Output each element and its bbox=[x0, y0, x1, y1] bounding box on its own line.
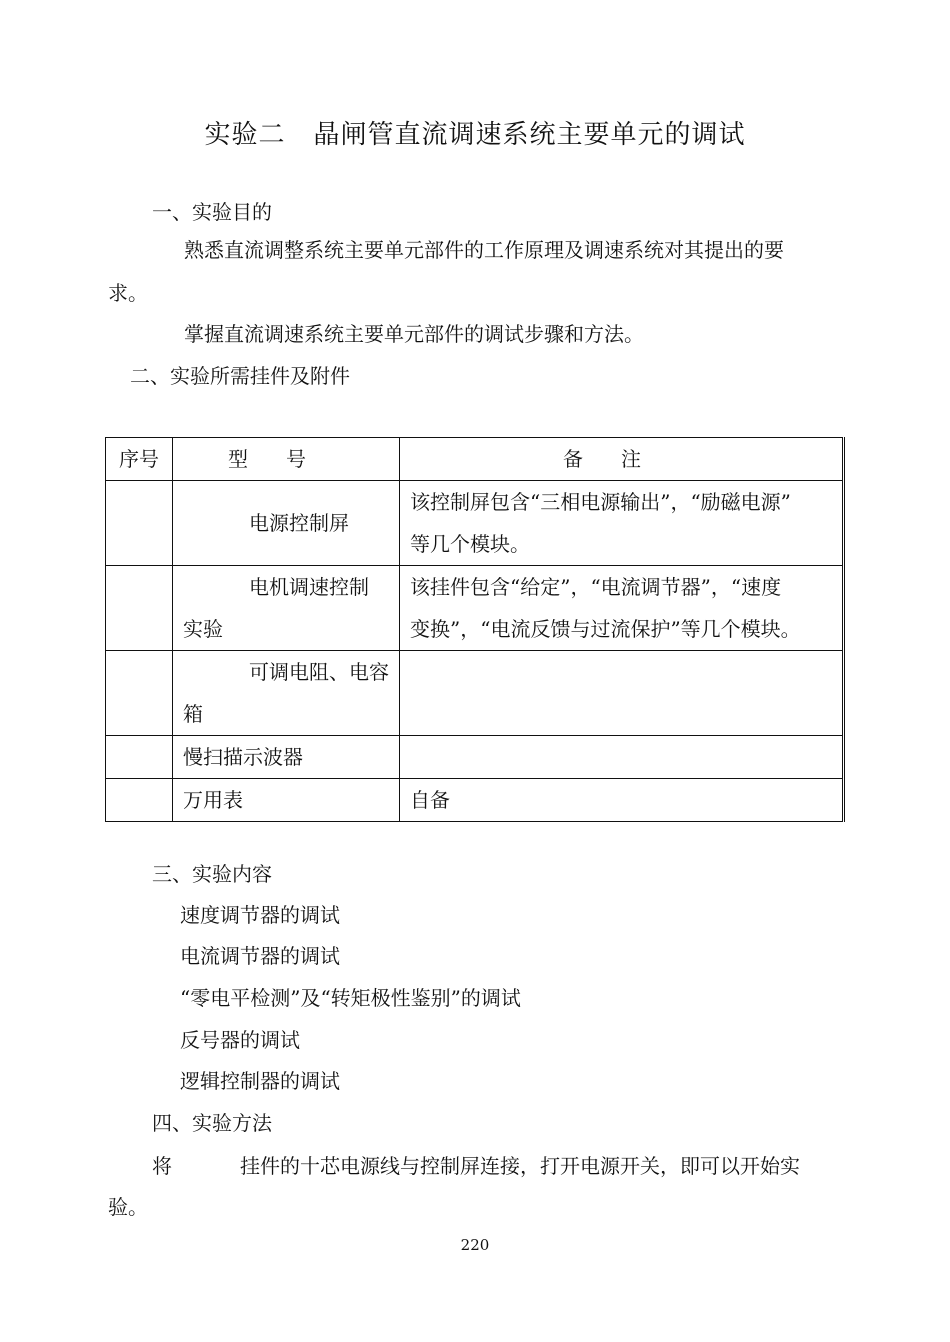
list-item: 速度调节器的调试 bbox=[180, 903, 340, 927]
cell-no bbox=[106, 736, 173, 779]
list-item: 逻辑控制器的调试 bbox=[180, 1069, 340, 1093]
cell-note: 该挂件包含“给定”，“电流调节器”，“速度 变换”，“电流反馈与过流保护”等几个模块。 bbox=[400, 566, 844, 651]
cell-model: 慢扫描示波器 bbox=[173, 736, 400, 779]
section3-heading: 三、实验内容 bbox=[152, 862, 272, 886]
table-row bbox=[106, 566, 844, 651]
section4-line1-rest: 挂件的十芯电源线与控制屏连接，打开电源开关，即可以开始实 bbox=[240, 1154, 800, 1178]
cell-no bbox=[106, 651, 173, 736]
section1-para1-line2: 求。 bbox=[108, 281, 148, 305]
section1-para1-line1: 熟悉直流调整系统主要单元部件的工作原理及调速系统对其提出的要 bbox=[184, 238, 784, 262]
table-row bbox=[106, 481, 844, 566]
cell-model: 电机调速控制 实验 bbox=[173, 566, 400, 651]
equipment-table bbox=[105, 437, 845, 822]
cell-note: 自备 bbox=[400, 779, 844, 822]
section4-line2: 验。 bbox=[108, 1195, 148, 1219]
header-model: 型号 bbox=[173, 438, 400, 481]
cell-model: 万用表 bbox=[173, 779, 400, 822]
section1-heading: 一、实验目的 bbox=[152, 200, 272, 224]
table-row bbox=[106, 651, 844, 736]
cell-no bbox=[106, 566, 173, 651]
list-item: “零电平检测”及“转矩极性鉴别”的调试 bbox=[180, 986, 521, 1010]
page-number: 220 bbox=[460, 1236, 490, 1254]
cell-note bbox=[400, 651, 844, 736]
list-item: 电流调节器的调试 bbox=[180, 944, 340, 968]
cell-note: 该控制屏包含“三相电源输出”，“励磁电源” 等几个模块。 bbox=[400, 481, 844, 566]
table-row bbox=[106, 779, 844, 822]
cell-no bbox=[106, 481, 173, 566]
list-item: 反号器的调试 bbox=[180, 1028, 300, 1052]
cell-model: 电源控制屏 bbox=[173, 481, 400, 566]
section2-heading: 二、实验所需挂件及附件 bbox=[130, 364, 350, 388]
cell-no bbox=[106, 779, 173, 822]
section1-para2: 掌握直流调速系统主要单元部件的调试步骤和方法。 bbox=[184, 322, 644, 346]
table-row bbox=[106, 736, 844, 779]
page-title bbox=[0, 122, 950, 148]
cell-model: 可调电阻、电容 箱 bbox=[173, 651, 400, 736]
header-note: 备注 bbox=[400, 438, 844, 481]
cell-note bbox=[400, 736, 844, 779]
title-part1: 实验二 bbox=[204, 120, 286, 150]
table-header-row bbox=[106, 438, 844, 481]
header-no: 序号 bbox=[106, 438, 173, 481]
section4-line1-start: 将 bbox=[152, 1154, 172, 1178]
section4-heading: 四、实验方法 bbox=[152, 1111, 272, 1135]
title-part2: 晶闸管直流调速系统主要单元的调试 bbox=[313, 120, 746, 150]
